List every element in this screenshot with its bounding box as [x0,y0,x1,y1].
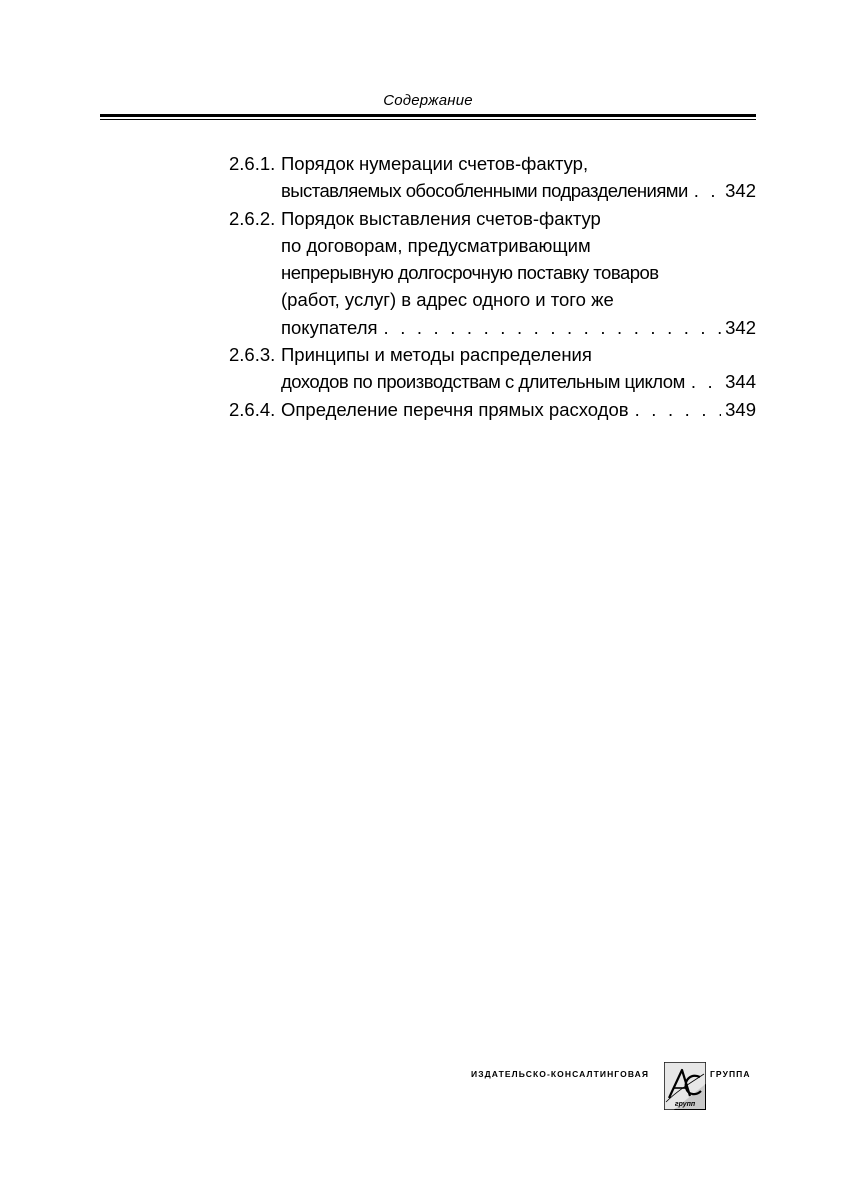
toc-entry-number: 2.6.3. [229,344,276,366]
toc-entry-body [281,205,756,341]
publisher-name-left: ИЗДАТЕЛЬСКО-КОНСАЛТИНГОВАЯ [471,1069,650,1079]
toc-entry-line: Принципы и методы распределения [281,344,592,366]
toc-entry-last-line [281,368,756,395]
toc-page-number: 342 [725,316,756,338]
toc-entry-last-line [281,396,756,423]
toc-leader-dots [629,396,722,423]
publisher-logo-label: групп [674,1101,696,1108]
publisher-name-right: ГРУППА [710,1069,751,1079]
toc-entry-line: Порядок нумерации счетов-фактур, [281,153,589,174]
header-rule-thin [100,119,756,120]
toc-entry-2-6-2[interactable] [229,205,756,341]
toc-entry-body [281,396,756,423]
running-header-title: Содержание [383,92,473,109]
toc-entry-last-line [281,314,756,341]
toc-entry-2-6-3[interactable] [229,341,756,396]
toc-page-number: 342 [725,180,756,202]
toc-entry-2-6-1[interactable] [229,150,756,205]
toc-leader-dots [688,177,721,204]
toc-entry-body [281,150,756,205]
toc-entry-line: Порядок выставления счетов-фактур [281,207,601,229]
toc-leader-dots [685,368,721,395]
toc-entry-text: доходов по производствам с длительным циклом [281,371,685,393]
toc-leader-dots [378,314,722,341]
toc-entry-last-line [281,177,756,204]
toc-entry-body [281,341,756,396]
table-of-contents [229,150,756,423]
toc-page-number: 344 [725,371,756,393]
publisher-footer [470,1062,760,1110]
toc-entry-2-6-4[interactable] [229,396,756,423]
toc-entry-line: непрерывную долгосрочную поставку товаров [281,262,659,284]
toc-entry-text: Определение перечня прямых расходов [281,398,629,420]
toc-entry-number: 2.6.4. [229,398,276,420]
publisher-logo-icon [664,1062,706,1110]
toc-entry-number: 2.6.2. [229,207,276,229]
header-rule-thick [100,114,756,117]
toc-page-number: 349 [725,398,756,420]
toc-entry-number: 2.6.1. [229,153,276,174]
toc-entry-line: (работ, услуг) в адрес одного и того же [281,289,614,311]
toc-entry-text: покупателя [281,316,378,338]
toc-entry-line: по договорам, предусматривающим [281,234,591,256]
toc-entry-text: выставляемых обособленными подразделениями [281,180,688,202]
